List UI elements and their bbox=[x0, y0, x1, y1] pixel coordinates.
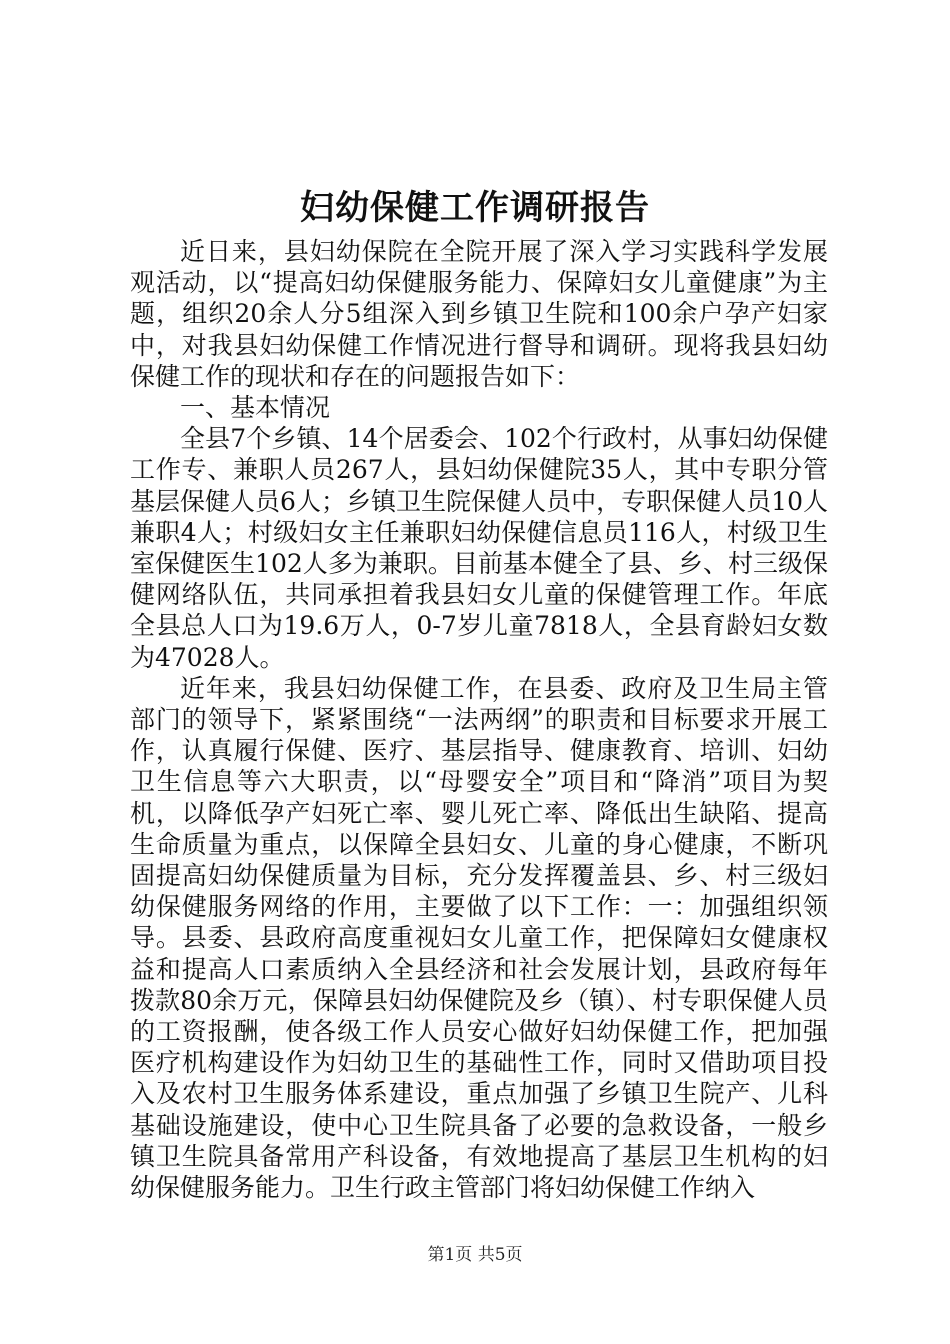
page-footer: 第1页 共5页 bbox=[427, 1245, 523, 1265]
intro-paragraph: 近日来，县妇幼保院在全院开展了深入学习实践科学发展观活动，以“提高妇幼保健服务能力、保障妇女儿童健康”为主题，组织20余人分5组深入到乡镇卫生院和100余户孕产妇家中，对我县妇幼保健工作情况进行督导和调研。现将我县妇幼保健工作的现状和存在的问题报告如下： bbox=[130, 237, 828, 391]
document-body bbox=[130, 236, 828, 1203]
section-heading: 一、基本情况 bbox=[180, 393, 331, 423]
basic-info-paragraph: 全县7个乡镇、14个居委会、102个行政村，从事妇幼保健工作专、兼职人员267人，县妇幼保健院35人，其中专职分管基层保健人员6人；乡镇卫生院保健人员中，专职保健人员10人兼职4人；村级妇女主任兼职妇幼保健信息员116人，村级卫生室保健医生102人多为兼职。目前基本健全了县、乡、村三级保健网络队伍，共同承担着我县妇女儿童的保健管理工作。年底全县总人口为19.6万人，0-7岁儿童7818人，全县育龄妇女数为47028人。 bbox=[130, 424, 828, 672]
document-title: 妇幼保健工作调研报告 bbox=[300, 188, 650, 228]
work-summary-paragraph: 近年来，我县妇幼保健工作，在县委、政府及卫生局主管部门的领导下，紧紧围绕“一法两纲”的职责和目标要求开展工作，认真履行保健、医疗、基层指导、健康教育、培训、妇幼卫生信息等六大职责，以“母婴安全”项目和“降消”项目为契机，以降低孕产妇死亡率、婴儿死亡率、降低出生缺陷、提高生命质量为重点，以保障全县妇女、儿童的身心健康，不断巩固提高妇幼保健质量为目标，充分发挥覆盖县、乡、村三级妇幼保健服务网络的作用，主要做了以下工作：一：加强组织领导。县委、县政府高度重视妇女儿童工作，把保障妇女健康权益和提高人口素质纳入全县经济和社会发展计划，县政府每年拨款80余万元，保障县妇幼保健院及乡（镇）、村专职保健人员的工资报酬，使各级工作人员安心做好妇幼保健工作，把加强医疗机构建设作为妇幼卫生的基础性工作，同时又借助项目投入及农村卫生服务体系建设，重点加强了乡镇卫生院产、儿科基础设施建设，使中心卫生院具备了必要的急救设备，一般乡镇卫生院具备常用产科设备，有效地提高了基层卫生机构的妇幼保健服务能力。卫生行政主管部门将妇幼保健工作纳入 bbox=[130, 673, 828, 1203]
